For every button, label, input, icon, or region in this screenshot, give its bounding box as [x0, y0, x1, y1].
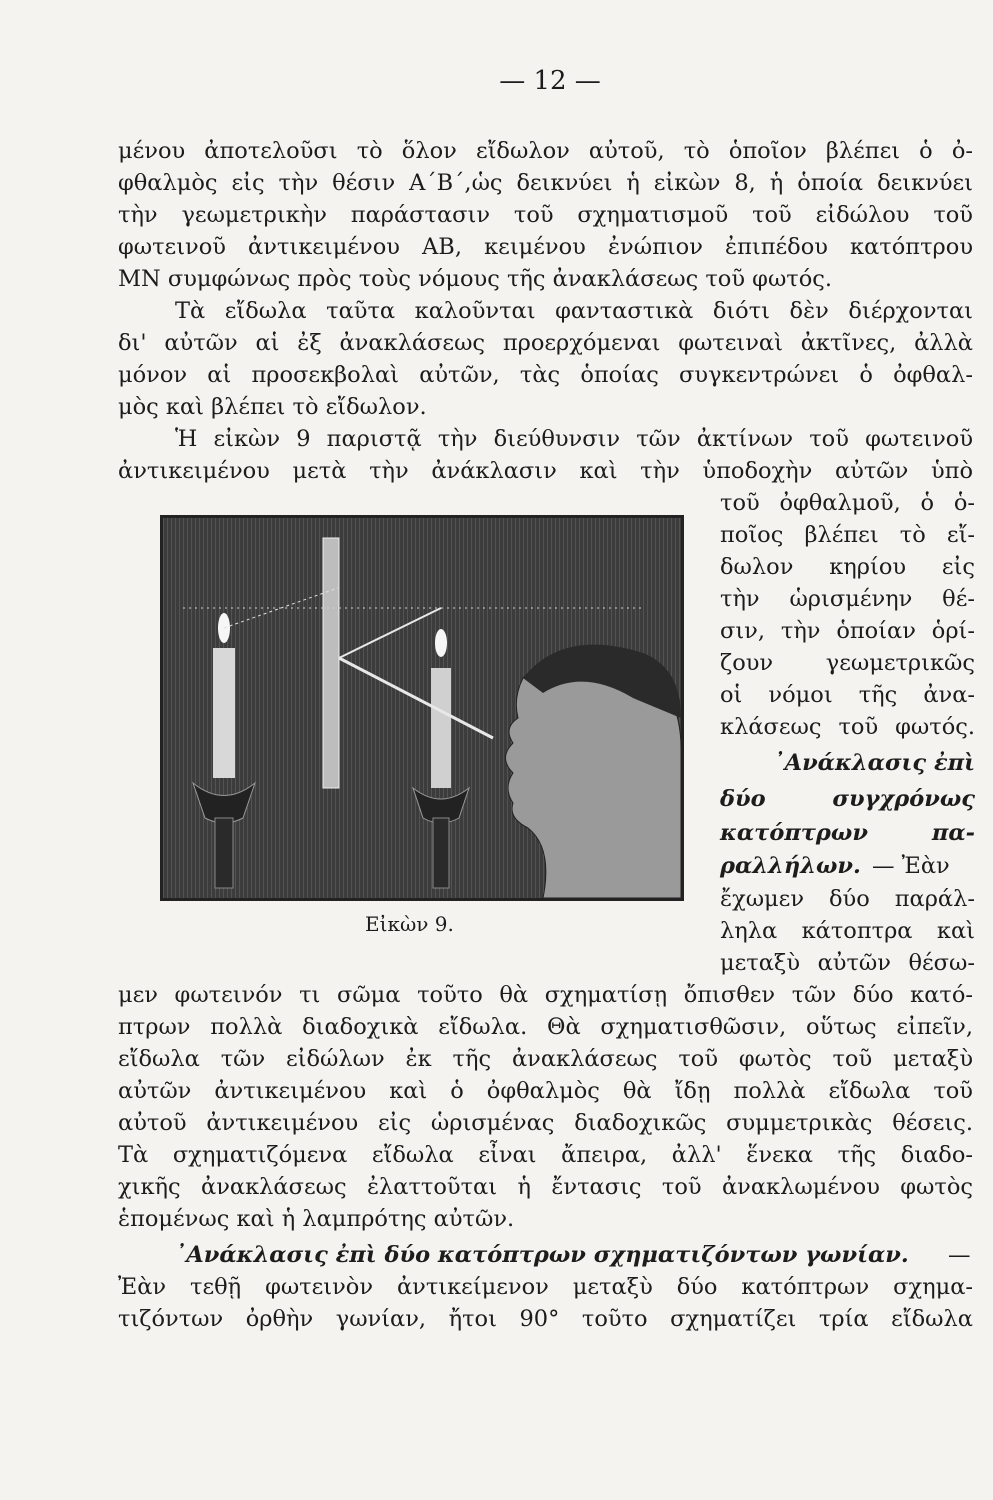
text-line: μόνον αἱ προσεκβολαὶ αὐτῶν, τὰς ὁποίας συγκεντρώνει ὁ ὀφθαλ-	[118, 362, 973, 388]
page-number: — 12 —	[499, 66, 601, 96]
section-heading: κατόπτρων πα-	[720, 820, 975, 846]
text-line: κλάσεως τοῦ φωτός.	[720, 714, 975, 740]
text-line: τοῦ ὀφθαλμοῦ, ὁ ὁ-	[720, 490, 975, 516]
text-line: ζουν γεωμετρικῶς	[720, 650, 975, 676]
text-line: πτρων πολλὰ διαδοχικὰ εἴδωλα. Θὰ σχηματισθῶσιν, οὕτως εἰπεῖν,	[118, 1014, 973, 1040]
text-line: τὴν ὡρισμένην θέ-	[720, 586, 975, 612]
text-line: μεταξὺ αὐτῶν θέσω-	[720, 950, 975, 976]
text-line: δι' αὐτῶν αἱ ἐξ ἀνακλάσεως προερχόμεναι φωτειναὶ ἀκτῖνες, ἀλλὰ	[118, 330, 973, 356]
section-heading: ᾿Ανάκλασις ἐπὶ	[773, 750, 975, 776]
text-line: ἔχωμεν δύο παράλ-	[720, 886, 975, 912]
text-line: οἱ νόμοι τῆς ἀνα-	[720, 682, 975, 708]
text-line: αὐτοῦ ἀντικειμένου εἰς ὡρισμένας διαδοχικῶς συμμετρικὰς θέσεις.	[118, 1110, 973, 1136]
text-line: αὐτῶν ἀντικειμένου καὶ ὁ ὀφθαλμὸς θὰ ἴδῃ πολλὰ εἴδωλα τοῦ	[118, 1078, 973, 1104]
text-line: τιζόντων ὀρθὴν γωνίαν, ἤτοι 90° τοῦτο σχηματίζει τρία εἴδωλα	[118, 1306, 973, 1332]
text-line: μένου ἀποτελοῦσι τὸ ὅλον εἴδωλον αὐτοῦ, τὸ ὁποῖον βλέπει ὁ ὀ-	[118, 138, 973, 164]
figure-engraving	[160, 515, 684, 901]
text-line: ἑπομένως καὶ ἡ λαμπρότης αὐτῶν.	[118, 1206, 515, 1232]
text-line: ποῖος βλέπει τὸ εἴ-	[720, 522, 975, 548]
text-line: Τὰ σχηματιζόμενα εἴδωλα εἶναι ἄπειρα, ἀλλ' ἕνεκα τῆς διαδο-	[118, 1142, 973, 1168]
text-line: σιν, τὴν ὁποίαν ὁρί-	[720, 618, 975, 644]
text-line: φθαλμὸς εἰς τὴν θέσιν Α΄Β΄,ὡς δεικνύει ἡ εἰκὼν 8, ἡ ὁποία δεικνύει	[118, 170, 973, 196]
text-line: μὸς καὶ βλέπει τὸ εἴδωλον.	[118, 394, 427, 420]
figure-caption: Εἰκὼν 9.	[365, 912, 454, 936]
text-line: εἴδωλα τῶν εἰδώλων ἐκ τῆς ἀνακλάσεως τοῦ φωτὸς τοῦ μεταξὺ	[118, 1046, 973, 1072]
text-line: φωτεινοῦ ἀντικειμένου ΑΒ, κειμένου ἐνώπιον ἐπιπέδου κατόπτρου	[118, 234, 973, 260]
text-line: Ἐὰν τεθῇ φωτεινὸν ἀντικείμενον μεταξὺ δύο κατόπτρων σχημα-	[118, 1274, 973, 1300]
text-line: δωλον κηρίου εἰς	[720, 554, 975, 580]
section-heading: ᾿Ανάκλασις ἐπὶ δύο κατόπτρων σχηματιζόντων γωνίαν.	[175, 1242, 909, 1268]
section-heading: ραλλήλων.	[720, 853, 861, 879]
text-line: Ἡ εἰκὼν 9 παριστᾷ τὴν διεύθυνσιν τῶν ἀκτίνων τοῦ φωτεινοῦ	[175, 426, 973, 452]
text-line: Τὰ εἴδωλα ταῦτα καλοῦνται φανταστικὰ διότι δὲν διέρχονται	[175, 298, 973, 324]
text-line: χικῆς ἀνακλάσεως ἐλαττοῦται ἡ ἔντασις τοῦ ἀνακλωμένου φωτὸς	[118, 1174, 973, 1200]
text-line: ΜΝ συμφώνως πρὸς τοὺς νόμους τῆς ἀνακλάσεως τοῦ φωτός.	[118, 266, 833, 292]
text-line: ἀντικειμένου μετὰ τὴν ἀνάκλασιν καὶ τὴν ὑποδοχὴν αὐτῶν ὑπὸ	[118, 458, 973, 484]
em-dash: —	[948, 1242, 971, 1268]
text-line: τὴν γεωμετρικὴν παράστασιν τοῦ σχηματισμοῦ τοῦ εἰδώλου τοῦ	[118, 202, 973, 228]
section-heading: δύο συγχρόνως	[720, 786, 975, 812]
figure-illustration	[163, 518, 681, 898]
text-line: ληλα κάτοπτρα καὶ	[720, 918, 975, 944]
text-line: — Ἐὰν	[872, 853, 950, 879]
text-line: μεν φωτεινόν τι σῶμα τοῦτο θὰ σχηματίσῃ ὄπισθεν τῶν δύο κατό-	[118, 982, 973, 1008]
